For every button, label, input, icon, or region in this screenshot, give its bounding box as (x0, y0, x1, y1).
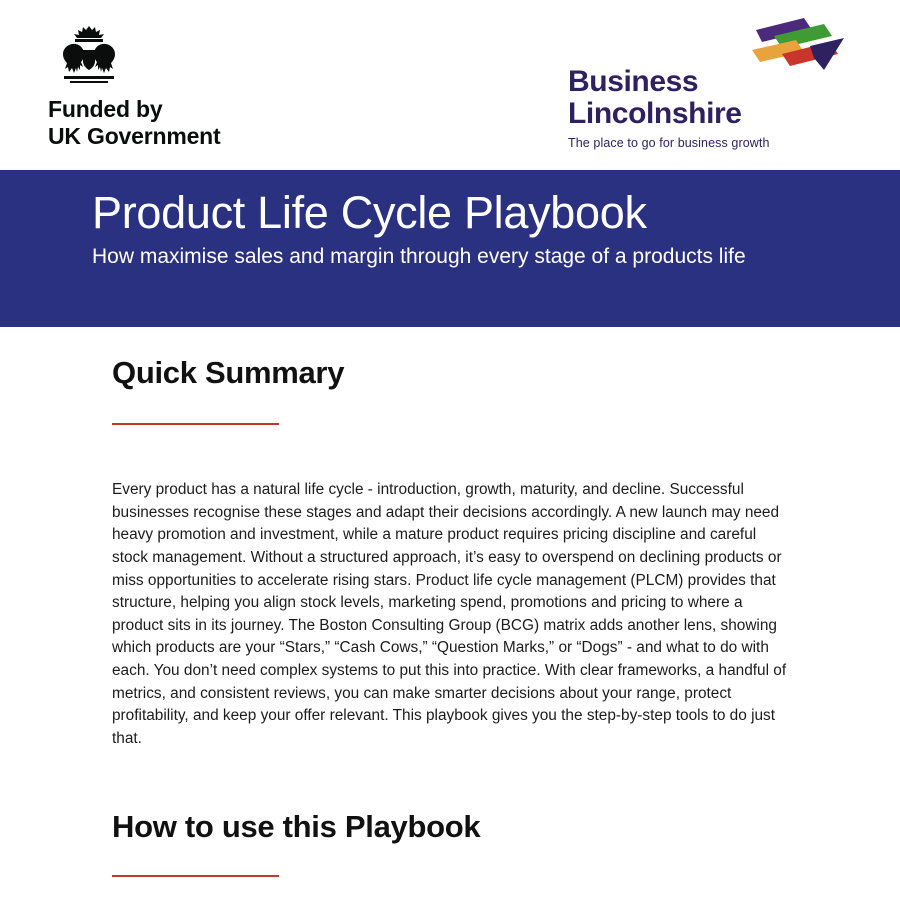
business-lincolnshire-swoosh-icon (752, 16, 848, 74)
title-band (0, 170, 900, 327)
quick-summary-body: Every product has a natural life cycle - introduction, growth, maturity, and decline. Successful businesses recognise these stages and adapt their decisions accordingly. A new launch may need heavy promotion and investment, while a mature product requires pricing discipline and careful stock management. Without a structured approach, it’s easy to overspend on declining products or miss opportunities to accelerate rising stars. Product life cycle management (PLCM) provides that structure, helping you align stock levels, marketing spend, promotions and pricing to where a product sits in its journey. The Boston Consulting Group (BCG) matrix adds another lens, showing which products are your “Stars,” “Cash Cows,” “Question Marks,” or “Dogs” - and what to do with each. You don’t need complex systems to put this into practice. With clear frameworks, a handful of metrics, and consistent reviews, you can make smarter decisions about your range, protect profitability, and keep your offer relevant. This playbook gives you the step-by-step tools to do just that. (112, 481, 787, 748)
section-rule (112, 423, 279, 425)
section-heading-quick-summary: Quick Summary (112, 355, 345, 390)
logo-tagline: The place to go for business growth (568, 136, 770, 150)
business-lincolnshire-name (568, 66, 848, 129)
logo-name-line1: Business (568, 65, 699, 98)
funded-by-line1: Funded by (48, 96, 163, 122)
business-lincolnshire-logo (568, 20, 848, 150)
page-title: Product Life Cycle Playbook (92, 187, 647, 238)
uk-royal-crest-icon (50, 24, 128, 86)
document-header (0, 0, 900, 170)
page-subtitle: How maximise sales and margin through every stage of a products life (92, 245, 746, 269)
uk-government-funding-block (48, 24, 348, 150)
funded-by-line2: UK Government (48, 123, 221, 150)
funded-by-text (48, 96, 348, 150)
document-content (0, 327, 900, 877)
section-heading-how-to-use: How to use this Playbook (112, 808, 481, 844)
section-rule-second (112, 875, 279, 877)
logo-name-line2: Lincolnshire (568, 96, 742, 130)
